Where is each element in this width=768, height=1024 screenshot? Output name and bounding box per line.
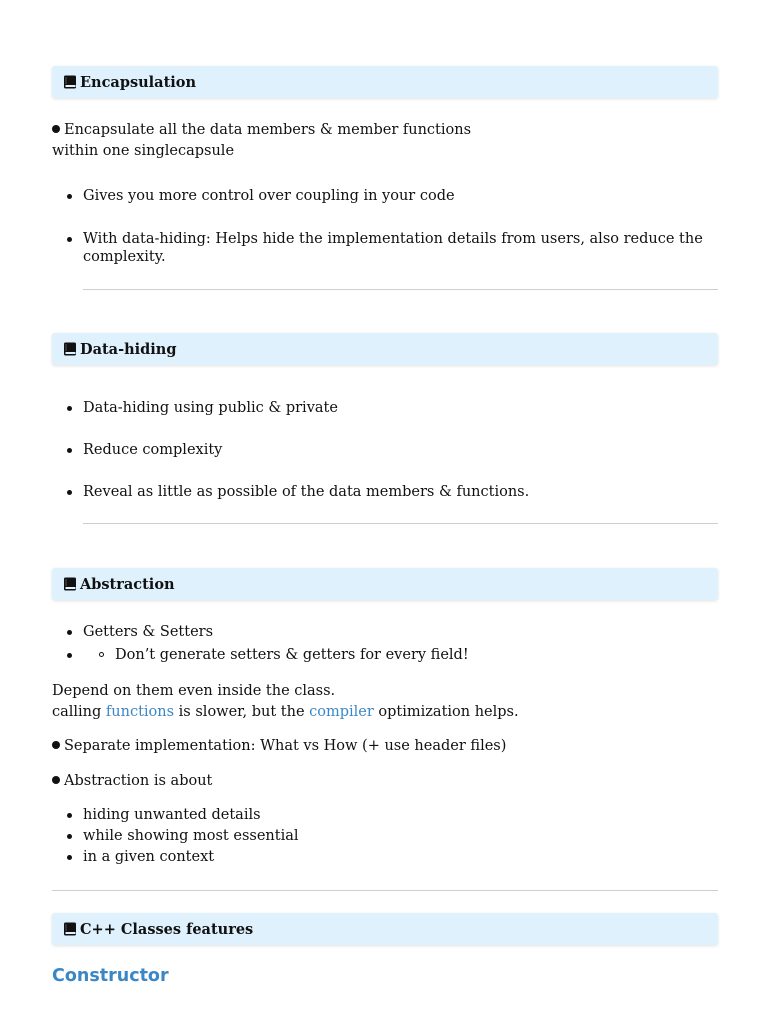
bullet-dot — [52, 776, 60, 784]
section-header-data-hiding — [52, 333, 718, 365]
bullet-dot — [52, 741, 60, 749]
list-item: in a given context — [83, 848, 708, 866]
list-item: Reveal as little as possible of the data members & functions. — [83, 483, 708, 501]
divider — [83, 289, 718, 290]
list-item: Data-hiding using public & private — [83, 399, 708, 417]
book-icon — [63, 75, 77, 89]
separate-implementation-line: Separate implementation: What vs How (+ use header files) — [52, 736, 506, 757]
section-header-classes-features — [52, 913, 718, 945]
paragraph-line: Depend on them even inside the class. — [52, 683, 336, 699]
section-title: Data-hiding — [80, 340, 177, 358]
bullet-dot — [52, 125, 60, 133]
section-title: Abstraction — [80, 575, 175, 593]
intro-line-continued: within one singlecapsule — [52, 143, 235, 159]
list-item: Reduce complexity — [83, 441, 708, 459]
list-item: Getters & Setters — [83, 623, 708, 641]
list-item: hiding unwanted details — [83, 806, 708, 824]
section-title: C++ Classes features — [80, 920, 254, 938]
list-item: Gives you more control over coupling in your code — [83, 187, 708, 205]
divider — [52, 890, 718, 891]
book-icon — [63, 342, 77, 356]
book-icon — [63, 577, 77, 591]
section-header-abstraction — [52, 568, 718, 600]
functions-link[interactable]: functions — [105, 704, 175, 720]
list-item: With data-hiding: Helps hide the implementation details from users, also reduce the complexity. — [83, 230, 708, 266]
paragraph-line: calling functions is slower, but the compiler optimization helps. — [52, 704, 519, 720]
book-icon — [63, 922, 77, 936]
intro-line: Encapsulate all the data members & member functions — [52, 120, 471, 141]
section-title: Encapsulation — [80, 73, 196, 91]
section-header-encapsulation — [52, 66, 718, 98]
divider — [83, 523, 718, 524]
constructor-heading: Constructor — [52, 966, 169, 986]
compiler-link[interactable]: compiler — [309, 704, 374, 720]
list-item: while showing most essential — [83, 827, 708, 845]
sub-list-item: Don’t generate setters & getters for every field! — [115, 647, 469, 663]
abstraction-about-line: Abstraction is about — [52, 771, 212, 792]
